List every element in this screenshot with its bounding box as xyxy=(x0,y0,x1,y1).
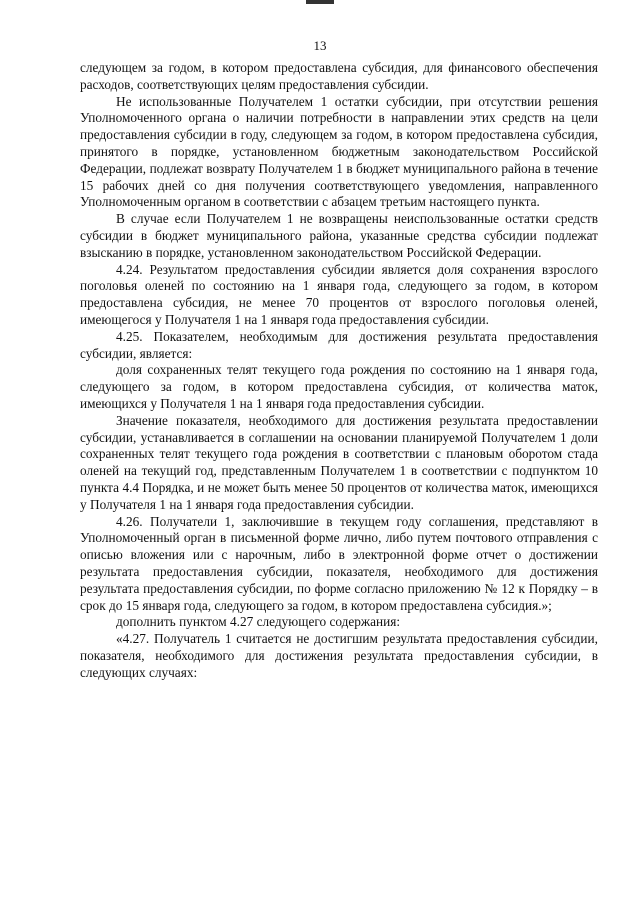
paragraph-recovery: В случае если Получателем 1 не возвращены неиспользованные остатки средств субсидии в бюджет муниципального района, указанные средства субсидии подлежат взысканию в порядке, установленном законодательством Российской Федерации. xyxy=(80,211,598,260)
scan-artifact xyxy=(306,0,334,4)
document-body xyxy=(80,60,598,681)
paragraph-4-27: «4.27. Получатель 1 считается не достигшим результата предоставления субсидии, показателя, необходимого для достижения результата предоставления субсидии, в следующих случаях: xyxy=(80,631,598,680)
paragraph-amendment: дополнить пунктом 4.27 следующего содержания: xyxy=(116,614,401,630)
paragraph-continuation: следующем за годом, в котором предоставлена субсидия, для финансового обеспечения расходов, соответствующих целям предоставления субсидии. xyxy=(80,60,598,92)
paragraph-indicator-value: Значение показателя, необходимого для достижения результата предоставлении субсидии, устанавливается в соглашении на основании планируемой Получателем 1 доли сохраненных телят текущего года рождения в соответствии с плановым оборотом стада оленей на текущий год, представленным Получателем 1 в соответствии с подпунктом 10 пункта 4.4 Порядка, и не может быть менее 50 процентов от количества маток, имеющихся у Получателя 1 на 1 января года предоставления субсидии. xyxy=(80,412,598,512)
paragraph-4-26: 4.26. Получатели 1, заключившие в текущем году соглашения, представляют в Уполномоченный орган в письменной форме лично, либо путем почтового отправления с описью вложения или с нарочным, либо в электронной форме отчет о достижении результата предоставления субсидии, показателя, необходимого для достижения результата предоставления субсидии, по форме согласно приложению № 12 к Порядку – в срок до 15 января года, следующего за годом, в котором предоставлена субсидия.»; xyxy=(80,513,598,613)
paragraph-4-25: 4.25. Показателем, необходимым для достижения результата предоставления субсидии, является: xyxy=(80,328,598,361)
paragraph-4-24: 4.24. Результатом предоставления субсидии является доля сохранения взрослого поголовья оленей по состоянию на 1 января года, следующего за годом, в котором предоставлена субсидия, не менее 70 процентов от взрослого поголовья оленей, имеющегося у Получателя 1 на 1 января года предоставления субсидии. xyxy=(80,261,598,327)
paragraph-calves-share: доля сохраненных телят текущего года рождения по состоянию на 1 января года, следующего за годом, в котором предоставлена субсидия, от количества маток, имеющихся у Получателя 1 на 1 января года предоставления субсидии. xyxy=(80,362,598,411)
page-number: 13 xyxy=(313,38,327,53)
paragraph-unused-balance: Не использованные Получателем 1 остатки субсидии, при отсутствии решения Уполномоченного органа о наличии потребности в направлении этих средств на цели предоставления субсидии в году, следующем за годом, в котором предоставлена субсидия, принятого в порядке, установленном бюджетным законодательством Российской Федерации, подлежат возврату Получателем 1 в бюджет муниципального района в течение 15 рабочих дней со дня получения соответствующего уведомления, направленного Уполномоченным органом в соответствии с абзацем третьим настоящего пункта. xyxy=(80,93,598,210)
